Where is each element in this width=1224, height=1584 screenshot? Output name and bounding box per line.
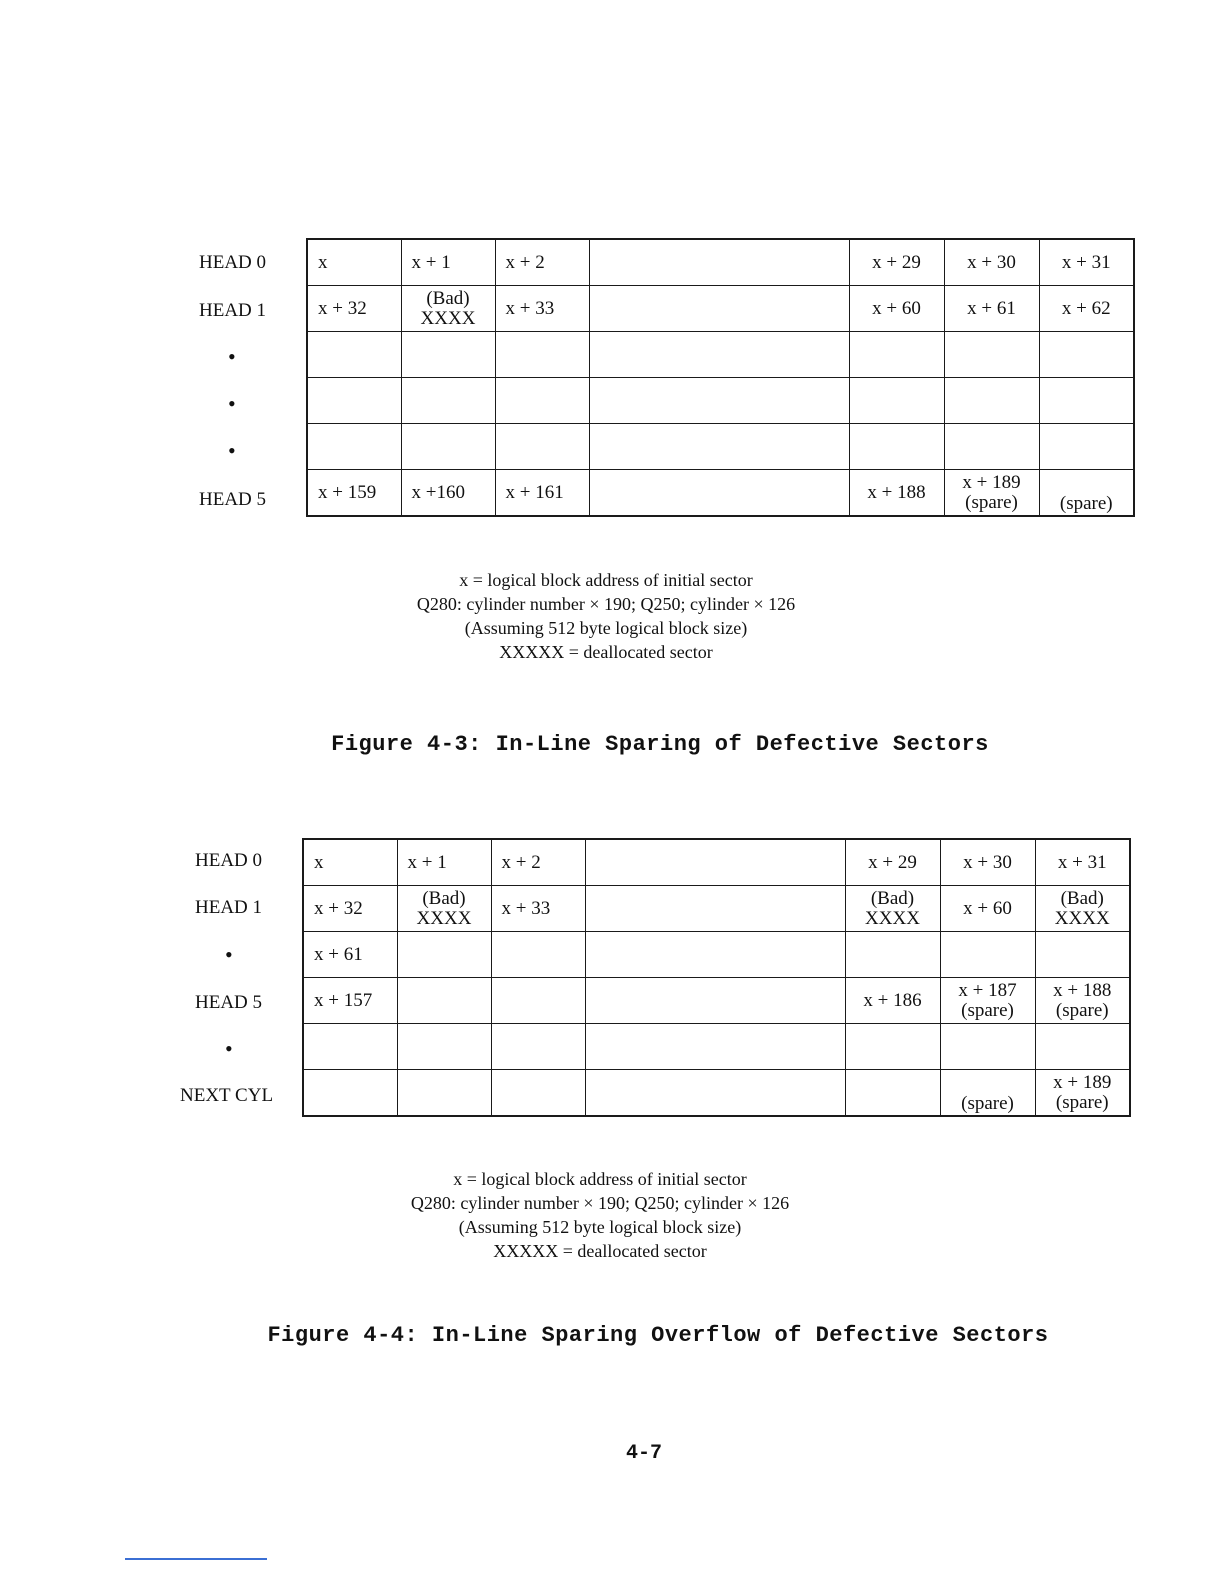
row-label: HEAD 0: [195, 850, 263, 871]
sector-cell: [1035, 932, 1130, 978]
sector-cell-text: x + 31: [1057, 851, 1107, 873]
sector-cell: [589, 470, 849, 517]
sector-cell-text: (Bad): [870, 887, 915, 909]
sector-cell-text: (Bad): [426, 287, 470, 309]
sector-cell: [307, 286, 401, 332]
sector-cell-text: x +160: [411, 481, 465, 503]
figure-title: Figure 4-3: In-Line Sparing of Defective Sectors: [331, 732, 989, 757]
sector-cell: [845, 978, 940, 1024]
sector-cell-text: x + 60: [872, 297, 921, 319]
sector-cell: [397, 886, 491, 932]
sector-cell: [589, 286, 849, 332]
figure-title: Figure 4-4: In-Line Sparing Overflow of Defective Sectors: [267, 1323, 1049, 1348]
sector-cell: [1039, 470, 1134, 517]
sector-cell: [401, 286, 495, 332]
sector-cell: [401, 332, 495, 378]
row-label-dot: •: [225, 942, 233, 967]
sector-cell: [401, 239, 495, 286]
row-label: HEAD 5: [199, 489, 267, 510]
sector-cell: [849, 239, 944, 286]
sector-cell: [303, 886, 397, 932]
sector-cell: [1039, 239, 1134, 286]
sector-cell-text: x + 1: [411, 251, 451, 273]
sector-cell-text: (spare): [1055, 999, 1109, 1021]
sector-cell-text: x + 32: [314, 897, 363, 919]
sector-cell-text: x + 30: [967, 251, 1016, 273]
sector-cell-text: x: [314, 851, 324, 873]
sector-cell: [495, 286, 589, 332]
sector-cell: [589, 239, 849, 286]
sector-cell: [491, 978, 585, 1024]
sector-cell: [940, 839, 1035, 886]
sector-cell-text: x + 159: [318, 481, 377, 503]
sector-cell: [1035, 1070, 1130, 1117]
row-label-dot: •: [225, 1036, 233, 1061]
sector-cell-text: x + 157: [314, 989, 373, 1011]
sector-cell: [307, 424, 401, 470]
sector-cell-text: (Bad): [422, 887, 466, 909]
sector-cell: [849, 470, 944, 517]
sector-cell-text: x + 29: [868, 851, 917, 873]
sector-cell: [845, 1024, 940, 1070]
sector-cell: [401, 424, 495, 470]
caption-line: Q280: cylinder number × 190; Q250; cylinder × 126: [416, 594, 796, 614]
sector-cell-text: (spare): [1055, 1091, 1109, 1113]
sector-cell-text: (spare): [965, 491, 1018, 513]
sector-cell: [585, 886, 845, 932]
sector-cell: [944, 470, 1039, 517]
table-row: [303, 1070, 1130, 1117]
sector-cell: [397, 1024, 491, 1070]
sector-cell: [491, 1070, 585, 1117]
table-row: [307, 286, 1134, 332]
row-label-dot: •: [228, 391, 236, 416]
sector-cell: [401, 470, 495, 517]
sector-cell: [940, 1070, 1035, 1117]
sector-cell: [585, 839, 845, 886]
page-number: 4-7: [625, 1442, 662, 1465]
sector-cell: [495, 239, 589, 286]
sector-cell: [491, 1024, 585, 1070]
caption-line: (Assuming 512 byte logical block size): [458, 1217, 742, 1237]
sector-cell: [495, 332, 589, 378]
sector-cell-text: (spare): [961, 999, 1014, 1021]
sector-cell: [849, 424, 944, 470]
table-row: [307, 378, 1134, 424]
sector-cell: [491, 932, 585, 978]
sector-cell: [307, 378, 401, 424]
sector-cell: [307, 470, 401, 517]
row-label: HEAD 1: [195, 897, 263, 918]
sector-cell: [495, 424, 589, 470]
sector-cell: [944, 332, 1039, 378]
sector-cell-text: XXXX: [1054, 907, 1110, 929]
sector-cell-text: x + 188: [867, 481, 926, 503]
sector-cell: [944, 239, 1039, 286]
sector-cell: [307, 239, 401, 286]
sector-cell-text: x + 60: [963, 897, 1012, 919]
table-row: [307, 239, 1134, 286]
sector-cell: [397, 1070, 491, 1117]
row-label: NEXT CYL: [180, 1085, 274, 1106]
sector-cell-text: x + 33: [501, 897, 551, 919]
sector-cell-text: x + 30: [963, 851, 1012, 873]
sector-cell: [589, 424, 849, 470]
caption-line: Q280: cylinder number × 190; Q250; cylinder × 126: [410, 1193, 790, 1213]
sector-map-table: [306, 238, 1135, 517]
table-row: [307, 424, 1134, 470]
sector-cell: [849, 332, 944, 378]
sector-cell: [397, 978, 491, 1024]
sector-cell: [491, 886, 585, 932]
sector-cell: [397, 839, 491, 886]
sector-cell-text: x + 33: [505, 297, 555, 319]
sector-cell: [585, 1070, 845, 1117]
figure-caption: [0, 1167, 1212, 1263]
sector-cell-text: (Bad): [1060, 887, 1104, 909]
sector-cell-text: x + 2: [505, 251, 545, 273]
sector-cell-text: (spare): [1059, 493, 1113, 514]
table-row: [307, 470, 1134, 517]
sector-cell-text: x + 32: [318, 297, 367, 319]
sector-cell: [1035, 978, 1130, 1024]
sector-cell-text: XXXX: [865, 907, 920, 929]
table-row: [303, 978, 1130, 1024]
sector-cell: [845, 1070, 940, 1117]
sector-cell: [1035, 1024, 1130, 1070]
table-row: [303, 932, 1130, 978]
table-row: [303, 886, 1130, 932]
sector-cell-text: XXXX: [416, 907, 472, 929]
sector-cell: [303, 978, 397, 1024]
sector-cell-text: x + 61: [967, 297, 1016, 319]
sector-cell: [1039, 424, 1134, 470]
sector-cell: [495, 470, 589, 517]
sector-cell: [585, 932, 845, 978]
sector-cell: [849, 378, 944, 424]
sector-cell: [845, 886, 940, 932]
sector-cell: [940, 886, 1035, 932]
caption-line: x = logical block address of initial sector: [459, 570, 753, 590]
sector-cell: [1039, 286, 1134, 332]
sector-cell: [1039, 378, 1134, 424]
sector-cell-text: (spare): [961, 1093, 1014, 1114]
caption-line: XXXXX = deallocated sector: [493, 1241, 707, 1261]
sector-cell: [845, 839, 940, 886]
sector-cell-text: x + 189: [1053, 1071, 1112, 1093]
sector-cell: [491, 839, 585, 886]
row-label: HEAD 5: [195, 992, 263, 1013]
footer-rule: [125, 1558, 267, 1560]
sector-cell: [589, 378, 849, 424]
figure-caption: [0, 568, 1218, 664]
sector-cell: [940, 978, 1035, 1024]
sector-cell: [307, 332, 401, 378]
sector-cell-text: x + 61: [314, 943, 363, 965]
sector-cell: [303, 1024, 397, 1070]
sector-cell-text: XXXX: [420, 307, 476, 329]
sector-cell-text: x + 186: [863, 989, 922, 1011]
row-label-dot: •: [228, 344, 236, 369]
row-label: HEAD 1: [199, 300, 267, 321]
sector-cell: [944, 424, 1039, 470]
sector-cell: [303, 1070, 397, 1117]
table-row: [303, 839, 1130, 886]
sector-cell: [303, 839, 397, 886]
sector-cell: [397, 932, 491, 978]
sector-cell-text: x + 187: [958, 979, 1017, 1001]
table-row: [303, 1024, 1130, 1070]
sector-map-table: [302, 838, 1131, 1117]
row-label-dot: •: [228, 438, 236, 463]
sector-cell: [944, 286, 1039, 332]
sector-cell: [585, 978, 845, 1024]
sector-cell: [940, 932, 1035, 978]
caption-line: x = logical block address of initial sector: [453, 1169, 747, 1189]
caption-line: (Assuming 512 byte logical block size): [464, 618, 748, 638]
sector-cell: [940, 1024, 1035, 1070]
sector-cell: [585, 1024, 845, 1070]
sector-cell-text: x + 189: [962, 471, 1021, 493]
sector-cell: [944, 378, 1039, 424]
sector-cell-text: x: [318, 251, 328, 273]
sector-cell: [1039, 332, 1134, 378]
sector-cell: [1035, 886, 1130, 932]
sector-cell: [495, 378, 589, 424]
sector-cell: [1035, 839, 1130, 886]
sector-cell: [589, 332, 849, 378]
sector-cell-text: x + 188: [1053, 979, 1112, 1001]
sector-cell: [849, 286, 944, 332]
sector-cell: [401, 378, 495, 424]
sector-cell: [303, 932, 397, 978]
sector-cell-text: x + 62: [1061, 297, 1111, 319]
sector-cell-text: x + 2: [501, 851, 541, 873]
sector-cell: [845, 932, 940, 978]
sector-cell-text: x + 1: [407, 851, 447, 873]
sector-cell-text: x + 29: [872, 251, 921, 273]
row-label: HEAD 0: [199, 252, 267, 273]
sector-cell-text: x + 161: [505, 481, 564, 503]
table-row: [307, 332, 1134, 378]
sector-cell-text: x + 31: [1061, 251, 1111, 273]
caption-line: XXXXX = deallocated sector: [499, 642, 713, 662]
